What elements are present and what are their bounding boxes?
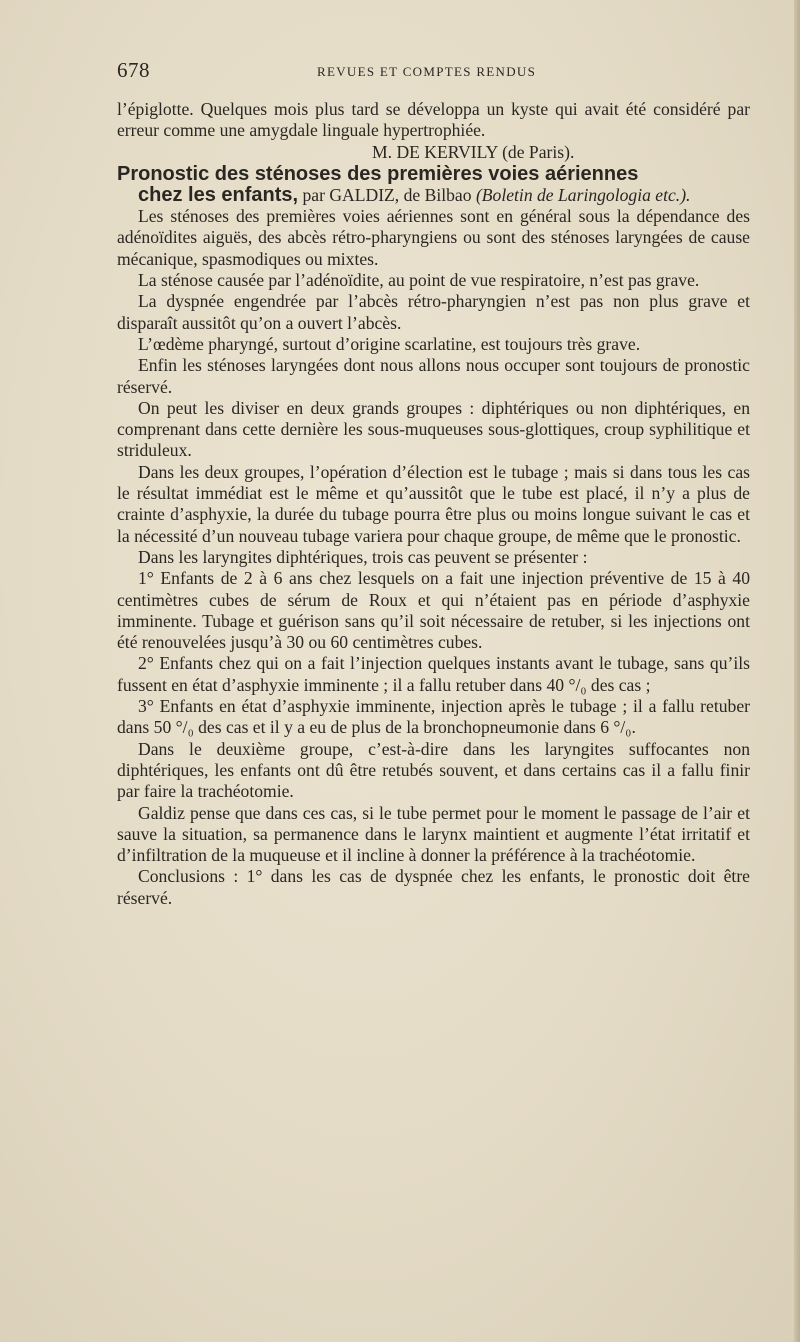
paragraph: Dans les deux groupes, l’opération d’élection est le tubage ; mais si dans tous les cas le résultat immédiat est le même et qu’aussitôt que le tube est placé, il n’y a plus de crainte d’asphyxie, la durée du tubage pourra être plus ou moins longue suivant le cas et la nécessité d’un nouveau tubage variera pour chaque groupe, de même que le pronostic. [117, 461, 750, 546]
paragraph: Les sténoses des premières voies aériennes sont en général sous la dépendance des adénoïdites aiguës, des abcès rétro-pharyngiens ou sont des sténoses laryngées de cause mécanique, spasmodiques ou mixtes. [117, 206, 750, 269]
paragraph: L’œdème pharyngé, surtout d’origine scarlatine, est toujours très grave. [138, 333, 641, 354]
body-text [117, 99, 750, 909]
article-heading [117, 163, 750, 206]
page-number: 678 [117, 58, 150, 82]
paragraph: La dyspnée engendrée par l’abcès rétro-pharyngien n’est pas non plus grave et disparaît aussitôt qu’on a ouvert l’abcès. [117, 291, 750, 333]
article-title-line2: chez les enfants, [138, 183, 299, 206]
paragraph: On peut les diviser en deux grands groupes : diphtériques ou non diphtériques, en comprenant dans cette dernière les sous-muqueuses sous-glottiques, croup syphilitique et striduleux. [117, 397, 750, 461]
page-edge-shadow [794, 0, 800, 1342]
page-header [117, 58, 747, 88]
article-source: (Boletin de Laringologia etc.). [475, 184, 691, 205]
paragraph: 2° Enfants chez qui on a fait l’injection quelques instants avant le tubage, sans qu’ils fussent en état d’asphyxie imminente ; il a fallu retuber dans 40 °/₀ des cas ; [117, 653, 750, 695]
paragraph: La sténose causée par l’adénoïdite, au point de vue respiratoire, n’est pas grave. [138, 270, 700, 291]
author-signature: M. DE KERVILY (de Paris). [372, 141, 575, 162]
paragraph: Conclusions : 1° dans les cas de dyspnée chez les enfants, le pronostic doit être réservé. [117, 866, 750, 908]
paragraph: Enfin les sténoses laryngées dont nous allons nous occuper sont toujours de pronostic réservé. [117, 355, 750, 397]
article-author: par GALDIZ, de Bilbao [302, 184, 472, 205]
paragraph: Dans les laryngites diphtériques, trois cas peuvent se présenter : [138, 546, 588, 567]
paragraph-previous-end: l’épiglotte. Quelques mois plus tard se développa un kyste qui avait été considéré par erreur comme une amygdale linguale hypertrophiée. [117, 99, 750, 141]
paragraph: 3° Enfants en état d’asphyxie imminente, injection après le tubage ; il a fallu retuber dans 50 °/₀ des cas et il y a eu de plus de la bronchopneumonie dans 6 °/₀. [117, 696, 750, 738]
paragraph: 1° Enfants de 2 à 6 ans chez lesquels on a fait une injection préventive de 15 à 40 centimètres cubes de sérum de Roux et qui n’étaient pas en période d’asphyxie imminente. Tubage et guérison sans qu’il soit nécessaire de retuber, si les injections ont été renouvelées jusqu’à 30 ou 60 centimètres cubes. [117, 568, 750, 653]
paragraph: Galdiz pense que dans ces cas, si le tube permet pour le moment le passage de l’air et sauve la situation, sa permanence dans le larynx maintient et augmente l’état irritatif et d’infiltration de la muqueuse et il incline à donner la préférence à la trachéotomie. [117, 802, 750, 866]
paragraph: Dans le deuxième groupe, c’est-à-dire dans les laryngites suffocantes non diphtériques, les enfants ont dû être retubés souvent, et dans certains cas il a fallu finir par faire la trachéotomie. [117, 738, 750, 802]
running-head: REVUES ET COMPTES RENDUS [317, 64, 537, 79]
article-title-line1: Pronostic des sténoses des premières voies aériennes [117, 162, 639, 185]
article-title-line2-wrap [117, 185, 690, 205]
